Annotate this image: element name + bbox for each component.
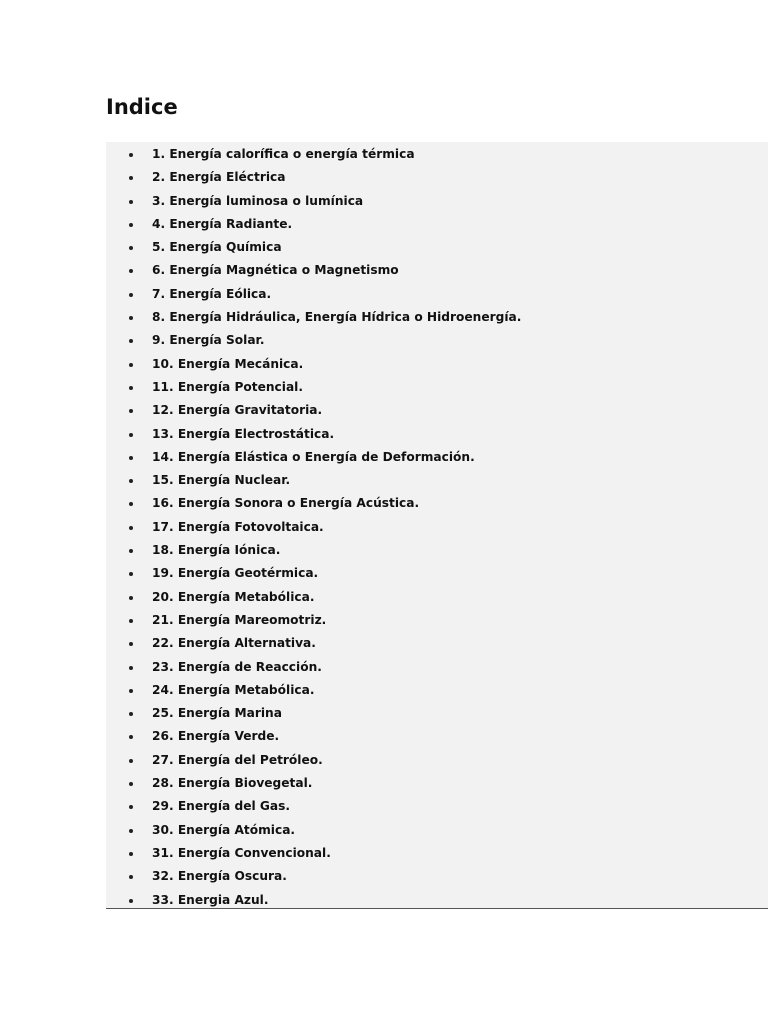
bullet-icon xyxy=(129,386,133,390)
index-item-label: 4. Energía Radiante. xyxy=(152,216,293,231)
bullet-icon xyxy=(129,572,133,576)
bullet-icon xyxy=(129,316,133,320)
index-item xyxy=(106,423,768,446)
bullet-icon xyxy=(129,526,133,530)
bullet-icon xyxy=(129,409,133,413)
index-panel xyxy=(106,142,768,909)
bullet-icon xyxy=(129,829,133,833)
index-item-label: 22. Energía Alternativa. xyxy=(152,636,316,651)
bullet-icon xyxy=(129,759,133,763)
index-item-label: 29. Energía del Gas. xyxy=(152,799,291,814)
index-item xyxy=(106,329,768,352)
bullet-icon xyxy=(129,176,133,180)
bullet-icon xyxy=(129,200,133,204)
index-item-label: 13. Energía Electrostática. xyxy=(152,426,335,441)
index-item xyxy=(106,562,768,585)
index-item-label: 9. Energía Solar. xyxy=(152,333,265,348)
index-item-label: 14. Energía Elástica o Energía de Deformación. xyxy=(152,449,475,464)
index-item xyxy=(106,283,768,306)
index-item-label: 33. Energia Azul. xyxy=(152,892,269,907)
bullet-icon xyxy=(129,456,133,460)
index-item-label: 5. Energía Química xyxy=(152,240,282,255)
index-item-label: 8. Energía Hidráulica, Energía Hídrica o Hidroenergía. xyxy=(152,310,522,325)
index-item xyxy=(106,656,768,679)
index-item-label: 3. Energía luminosa o lumínica xyxy=(152,193,364,208)
bullet-icon xyxy=(129,223,133,227)
index-item-label: 30. Energía Atómica. xyxy=(152,822,296,837)
index-item xyxy=(106,889,768,912)
bullet-icon xyxy=(129,805,133,809)
bullet-icon xyxy=(129,363,133,367)
index-item xyxy=(106,795,768,818)
index-item-label: 20. Energía Metabólica. xyxy=(152,589,315,604)
bullet-icon xyxy=(129,666,133,670)
index-item xyxy=(106,702,768,725)
bullet-icon xyxy=(129,433,133,437)
index-item-label: 6. Energía Magnética o Magnetismo xyxy=(152,263,399,278)
index-item xyxy=(106,213,768,236)
bullet-icon xyxy=(129,782,133,786)
index-item xyxy=(106,586,768,609)
index-item xyxy=(106,306,768,329)
index-item xyxy=(106,632,768,655)
index-item-label: 2. Energía Eléctrica xyxy=(152,170,286,185)
index-item-label: 32. Energía Oscura. xyxy=(152,869,287,884)
bullet-icon xyxy=(129,875,133,879)
index-item-label: 26. Energía Verde. xyxy=(152,729,280,744)
index-item-label: 18. Energía Iónica. xyxy=(152,543,281,558)
bullet-icon xyxy=(129,596,133,600)
index-item xyxy=(106,725,768,748)
index-item xyxy=(106,865,768,888)
index-item xyxy=(106,446,768,469)
index-item xyxy=(106,166,768,189)
bullet-icon xyxy=(129,502,133,506)
index-item-label: 11. Energía Potencial. xyxy=(152,379,303,394)
bullet-icon xyxy=(129,689,133,693)
index-item-label: 15. Energía Nuclear. xyxy=(152,473,291,488)
index-item xyxy=(106,772,768,795)
index-item xyxy=(106,749,768,772)
index-item-label: 12. Energía Gravitatoria. xyxy=(152,403,323,418)
bullet-icon xyxy=(129,269,133,273)
index-item-label: 7. Energía Eólica. xyxy=(152,286,272,301)
bullet-icon xyxy=(129,293,133,297)
bullet-icon xyxy=(129,479,133,483)
index-item-label: 10. Energía Mecánica. xyxy=(152,356,304,371)
index-item-label: 25. Energía Marina xyxy=(152,706,282,721)
index-item-label: 31. Energía Convencional. xyxy=(152,845,331,860)
bullet-icon xyxy=(129,852,133,856)
index-item xyxy=(106,259,768,282)
bullet-icon xyxy=(129,712,133,716)
index-item-label: 24. Energía Metabólica. xyxy=(152,682,315,697)
index-item xyxy=(106,539,768,562)
index-item-label: 17. Energía Fotovoltaica. xyxy=(152,519,324,534)
index-item xyxy=(106,819,768,842)
index-item xyxy=(106,609,768,632)
index-item xyxy=(106,679,768,702)
index-item xyxy=(106,492,768,515)
index-item-label: 21. Energía Mareomotriz. xyxy=(152,612,327,627)
bullet-icon xyxy=(129,619,133,623)
index-item xyxy=(106,143,768,166)
bullet-icon xyxy=(129,153,133,157)
index-item xyxy=(106,516,768,539)
page-title: Indice xyxy=(106,95,178,119)
index-item-label: 28. Energía Biovegetal. xyxy=(152,776,313,791)
index-item-label: 23. Energía de Reacción. xyxy=(152,659,322,674)
index-item xyxy=(106,469,768,492)
index-item xyxy=(106,399,768,422)
index-item xyxy=(106,236,768,259)
index-item-label: 16. Energía Sonora o Energía Acústica. xyxy=(152,496,420,511)
index-item-label: 1. Energía calorífica o energía térmica xyxy=(152,147,415,161)
bullet-icon xyxy=(129,246,133,250)
index-item-label: 27. Energía del Petróleo. xyxy=(152,752,323,767)
index-item xyxy=(106,376,768,399)
bullet-icon xyxy=(129,642,133,646)
bullet-icon xyxy=(129,339,133,343)
index-list xyxy=(106,143,768,912)
index-item-label: 19. Energía Geotérmica. xyxy=(152,566,319,581)
bullet-icon xyxy=(129,549,133,553)
index-item xyxy=(106,842,768,865)
index-item xyxy=(106,190,768,213)
index-item xyxy=(106,353,768,376)
bullet-icon xyxy=(129,735,133,739)
bullet-icon xyxy=(129,899,133,903)
